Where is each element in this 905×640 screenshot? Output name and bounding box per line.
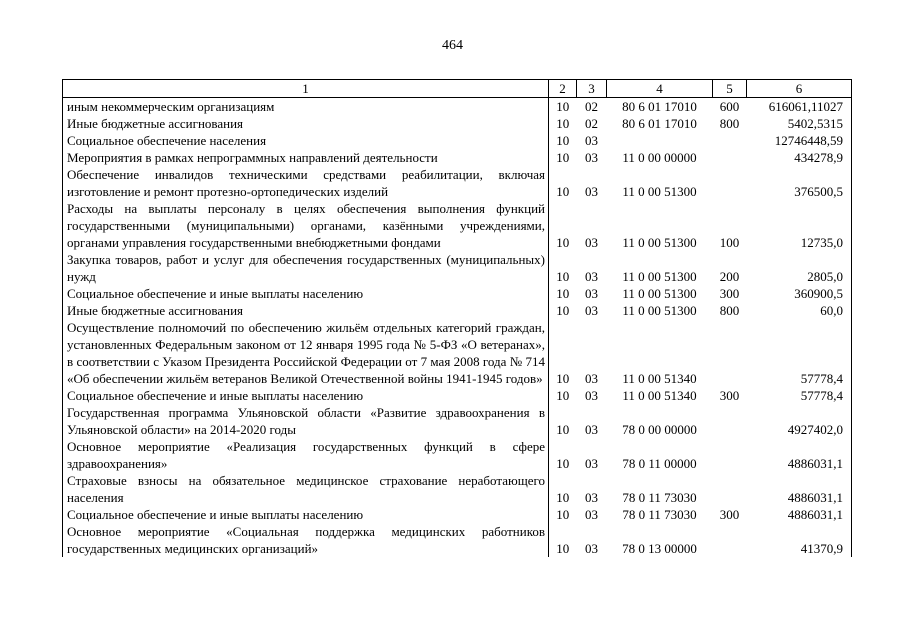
table-row: [63, 200, 852, 251]
row-amount: 12746448,59: [747, 132, 852, 149]
row-name: Страховые взносы на обязательное медицинское страхование неработающего населения: [63, 472, 549, 506]
row-amount: 60,0: [747, 302, 852, 319]
table-row: [63, 387, 852, 404]
row-section: 10: [549, 115, 577, 132]
table-row: [63, 506, 852, 523]
row-amount: 4886031,1: [747, 438, 852, 472]
row-expense-type: [713, 438, 747, 472]
row-target-article: 11 0 00 51300: [622, 286, 697, 301]
row-target-article: 78 0 13 00000: [622, 541, 697, 556]
row-name: Государственная программа Ульяновской области «Развитие здравоохранения в Ульяновской области» на 2014-2020 годы: [63, 404, 549, 438]
row-expense-type: [713, 149, 747, 166]
row-target-article: 11 0 00 51300: [622, 184, 697, 199]
row-amount: 57778,4: [747, 319, 852, 387]
row-subsection: 03: [585, 456, 598, 471]
row-subsection: 02: [585, 116, 598, 131]
row-subsection: 03: [585, 235, 598, 250]
table-row: [63, 149, 852, 166]
row-target-article: 80 6 01 17010: [622, 99, 697, 114]
row-expense-type: 800: [719, 116, 740, 131]
budget-table: [62, 79, 852, 557]
row-amount: 2805,0: [747, 251, 852, 285]
row-subsection: 03: [585, 303, 598, 318]
table-row: [63, 438, 852, 472]
row-target-article: 11 0 00 51300: [622, 235, 697, 250]
row-expense-type: 300: [719, 507, 740, 522]
row-name: Социальное обеспечение населения: [63, 132, 549, 149]
row-target-article: 78 0 00 00000: [622, 422, 697, 437]
row-section: 10: [549, 251, 577, 285]
row-subsection: 03: [585, 422, 598, 437]
row-name: Осуществление полномочий по обеспечению жильём отдельных категорий граждан, установленных Федеральным законом от 12 января 1995 года № 5-ФЗ «О ветеранах», в соответствии с Указом Президента Российской Федерации от 7 мая 2008 года № 714 «Об обеспечении жильём ветеранов Великой Отечественной войны 1941-1945 годов»: [63, 319, 549, 387]
table-header-row: [63, 80, 852, 98]
table-row: [63, 319, 852, 387]
row-amount: 5402,5315: [747, 115, 852, 132]
row-name: Социальное обеспечение и иные выплаты населению: [63, 285, 549, 302]
row-amount: 4927402,0: [747, 404, 852, 438]
table-row: [63, 302, 852, 319]
row-expense-type: [713, 472, 747, 506]
row-target-article: 11 0 00 00000: [622, 150, 697, 165]
row-amount: 434278,9: [747, 149, 852, 166]
row-expense-type: [713, 523, 747, 557]
row-section: 10: [549, 166, 577, 200]
column-header: 5: [713, 80, 747, 98]
column-header: 3: [577, 80, 607, 98]
row-subsection: 03: [585, 507, 598, 522]
row-section: 10: [549, 523, 577, 557]
row-name: Основное мероприятие «Социальная поддержка медицинских работников государственных медицинских организаций»: [63, 523, 549, 557]
row-expense-type: 100: [719, 235, 740, 250]
row-expense-type: 800: [719, 303, 740, 318]
row-amount: 41370,9: [747, 523, 852, 557]
table-row: [63, 166, 852, 200]
page-number: 464: [442, 38, 463, 53]
table-row: [63, 251, 852, 285]
table-row: [63, 132, 852, 149]
column-header: 4: [607, 80, 713, 98]
row-section: 10: [549, 149, 577, 166]
row-name: Мероприятия в рамках непрограммных направлений деятельности: [63, 149, 549, 166]
row-section: 10: [549, 438, 577, 472]
row-subsection: 03: [585, 133, 598, 148]
row-section: 10: [549, 506, 577, 523]
row-amount: 616061,11027: [747, 98, 852, 116]
row-expense-type: [713, 132, 747, 149]
row-section: 10: [549, 404, 577, 438]
row-expense-type: 300: [719, 388, 740, 403]
column-header: 6: [747, 80, 852, 98]
row-subsection: 02: [585, 99, 598, 114]
row-amount: 360900,5: [747, 285, 852, 302]
row-expense-type: 300: [719, 286, 740, 301]
row-target-article: 80 6 01 17010: [622, 116, 697, 131]
row-name: Закупка товаров, работ и услуг для обеспечения государственных (муниципальных) нужд: [63, 251, 549, 285]
table-row: [63, 285, 852, 302]
row-target-article: 11 0 00 51300: [622, 303, 697, 318]
row-section: 10: [549, 302, 577, 319]
row-name: Основное мероприятие «Реализация государственных функций в сфере здравоохранения»: [63, 438, 549, 472]
row-amount: 4886031,1: [747, 506, 852, 523]
row-target-article: 11 0 00 51340: [622, 371, 697, 386]
row-name: Иные бюджетные ассигнования: [63, 302, 549, 319]
column-header: 2: [549, 80, 577, 98]
row-target-article: 78 0 11 73030: [622, 507, 697, 522]
row-target-article: 78 0 11 73030: [622, 490, 697, 505]
row-subsection: 03: [585, 286, 598, 301]
row-section: 10: [549, 98, 577, 116]
row-amount: 376500,5: [747, 166, 852, 200]
table-row: [63, 98, 852, 116]
row-name: Иные бюджетные ассигнования: [63, 115, 549, 132]
row-amount: 4886031,1: [747, 472, 852, 506]
row-subsection: 03: [585, 490, 598, 505]
row-section: 10: [549, 200, 577, 251]
row-section: 10: [549, 387, 577, 404]
table-row: [63, 523, 852, 557]
row-name: Расходы на выплаты персоналу в целях обеспечения выполнения функций государственными (муниципальными) органами, казёнными учреждениями, органами управления государственными внебюджетными фондами: [63, 200, 549, 251]
row-name: иным некоммерческим организациям: [63, 98, 549, 116]
row-name: Социальное обеспечение и иные выплаты населению: [63, 387, 549, 404]
row-subsection: 03: [585, 388, 598, 403]
row-section: 10: [549, 319, 577, 387]
table-row: [63, 115, 852, 132]
row-target-article: [607, 132, 713, 149]
table-row: [63, 404, 852, 438]
row-subsection: 03: [585, 371, 598, 386]
row-section: 10: [549, 472, 577, 506]
row-expense-type: 600: [719, 99, 740, 114]
row-subsection: 03: [585, 541, 598, 556]
column-header: 1: [63, 80, 549, 98]
row-section: 10: [549, 285, 577, 302]
row-subsection: 03: [585, 184, 598, 199]
row-target-article: 11 0 00 51340: [622, 388, 697, 403]
table-row: [63, 472, 852, 506]
row-expense-type: [713, 319, 747, 387]
row-expense-type: [713, 404, 747, 438]
row-amount: 12735,0: [747, 200, 852, 251]
row-name: Обеспечение инвалидов техническими средствами реабилитации, включая изготовление и ремонт протезно-ортопедических изделий: [63, 166, 549, 200]
row-subsection: 03: [585, 150, 598, 165]
row-expense-type: 200: [719, 269, 740, 284]
row-section: 10: [549, 132, 577, 149]
row-expense-type: [713, 166, 747, 200]
row-target-article: 11 0 00 51300: [622, 269, 697, 284]
row-target-article: 78 0 11 00000: [622, 456, 697, 471]
row-subsection: 03: [585, 269, 598, 284]
row-amount: 57778,4: [747, 387, 852, 404]
row-name: Социальное обеспечение и иные выплаты населению: [63, 506, 549, 523]
